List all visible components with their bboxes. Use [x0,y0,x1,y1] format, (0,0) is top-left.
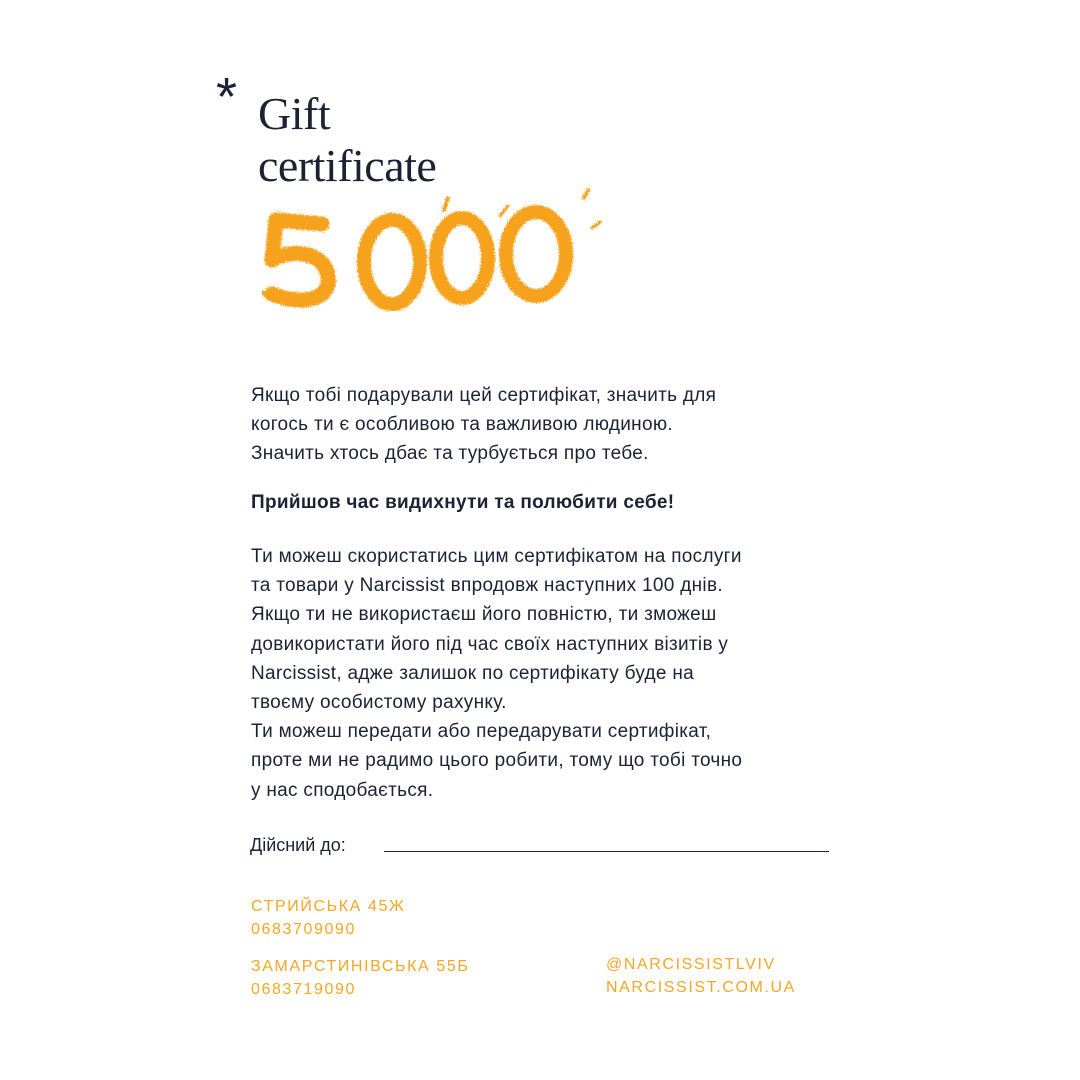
terms-line: Ти можеш передати або передарувати сертифікат, [251,721,712,743]
asterisk-mark: * [216,67,238,127]
terms-line: у нас сподобається. [251,779,434,801]
location-phone: 0683709090 [251,921,356,938]
brush-flick [444,198,448,210]
website-url: NARCISSIST.COM.UA [606,979,796,996]
location-address: СТРИЙСЬКА 45Ж [251,898,406,915]
brush-flick [584,190,588,198]
brush-flick [500,206,508,216]
social-contacts [606,953,796,999]
location-phone: 0683719090 [251,981,356,998]
location-stryiska [251,895,405,941]
location-address: ЗАМАРСТИНІВСЬКА 55Б [251,958,470,975]
certificate-amount [262,188,612,318]
valid-until-field-line [384,851,829,852]
brush-flick [592,222,600,228]
valid-until-label: Дійсний до: [250,835,346,855]
location-zamarstynivska [251,955,469,1001]
intro-line: Значить хтось дбає та турбується про тебе. [251,443,649,465]
terms-line: Narcissist, адже залишок по сертифікату буде на [251,662,695,684]
terms-line: твоєму особистому рахунку. [251,692,507,714]
terms-line: Якщо ти не використаєш його повністю, ти зможеш [251,604,717,626]
terms-paragraph [251,542,851,805]
instagram-handle: @NARCISSISTLVIV [606,956,776,973]
intro-line: когось ти є особливою та важливою людиною. [251,414,673,436]
amount-brush-graphic [262,188,612,318]
terms-line: та товари у Narcissist впродовж наступних 100 днів. [251,575,723,597]
title-line-certificate: certificate [258,140,437,191]
callout-text: Прийшов час видихнути та полюбити себе! [251,492,675,513]
terms-line: довикористати його під час своїх наступних візитів у [251,633,729,655]
terms-line: Ти можеш скористатись цим сертифікатом на послуги [251,546,742,567]
intro-paragraph [251,381,851,469]
digit-0-first-stroke [364,220,420,304]
title-line-gift: Gift [258,88,331,139]
digit-0-third-stroke [506,212,566,296]
terms-line: проте ми не радимо цього робити, тому що тобі точно [251,750,743,772]
digit-5-stroke [272,220,328,300]
digit-0-second-stroke [436,218,488,298]
intro-line: Якщо тобі подарували цей сертифікат, значить для [251,385,717,406]
certificate-title [258,88,436,192]
